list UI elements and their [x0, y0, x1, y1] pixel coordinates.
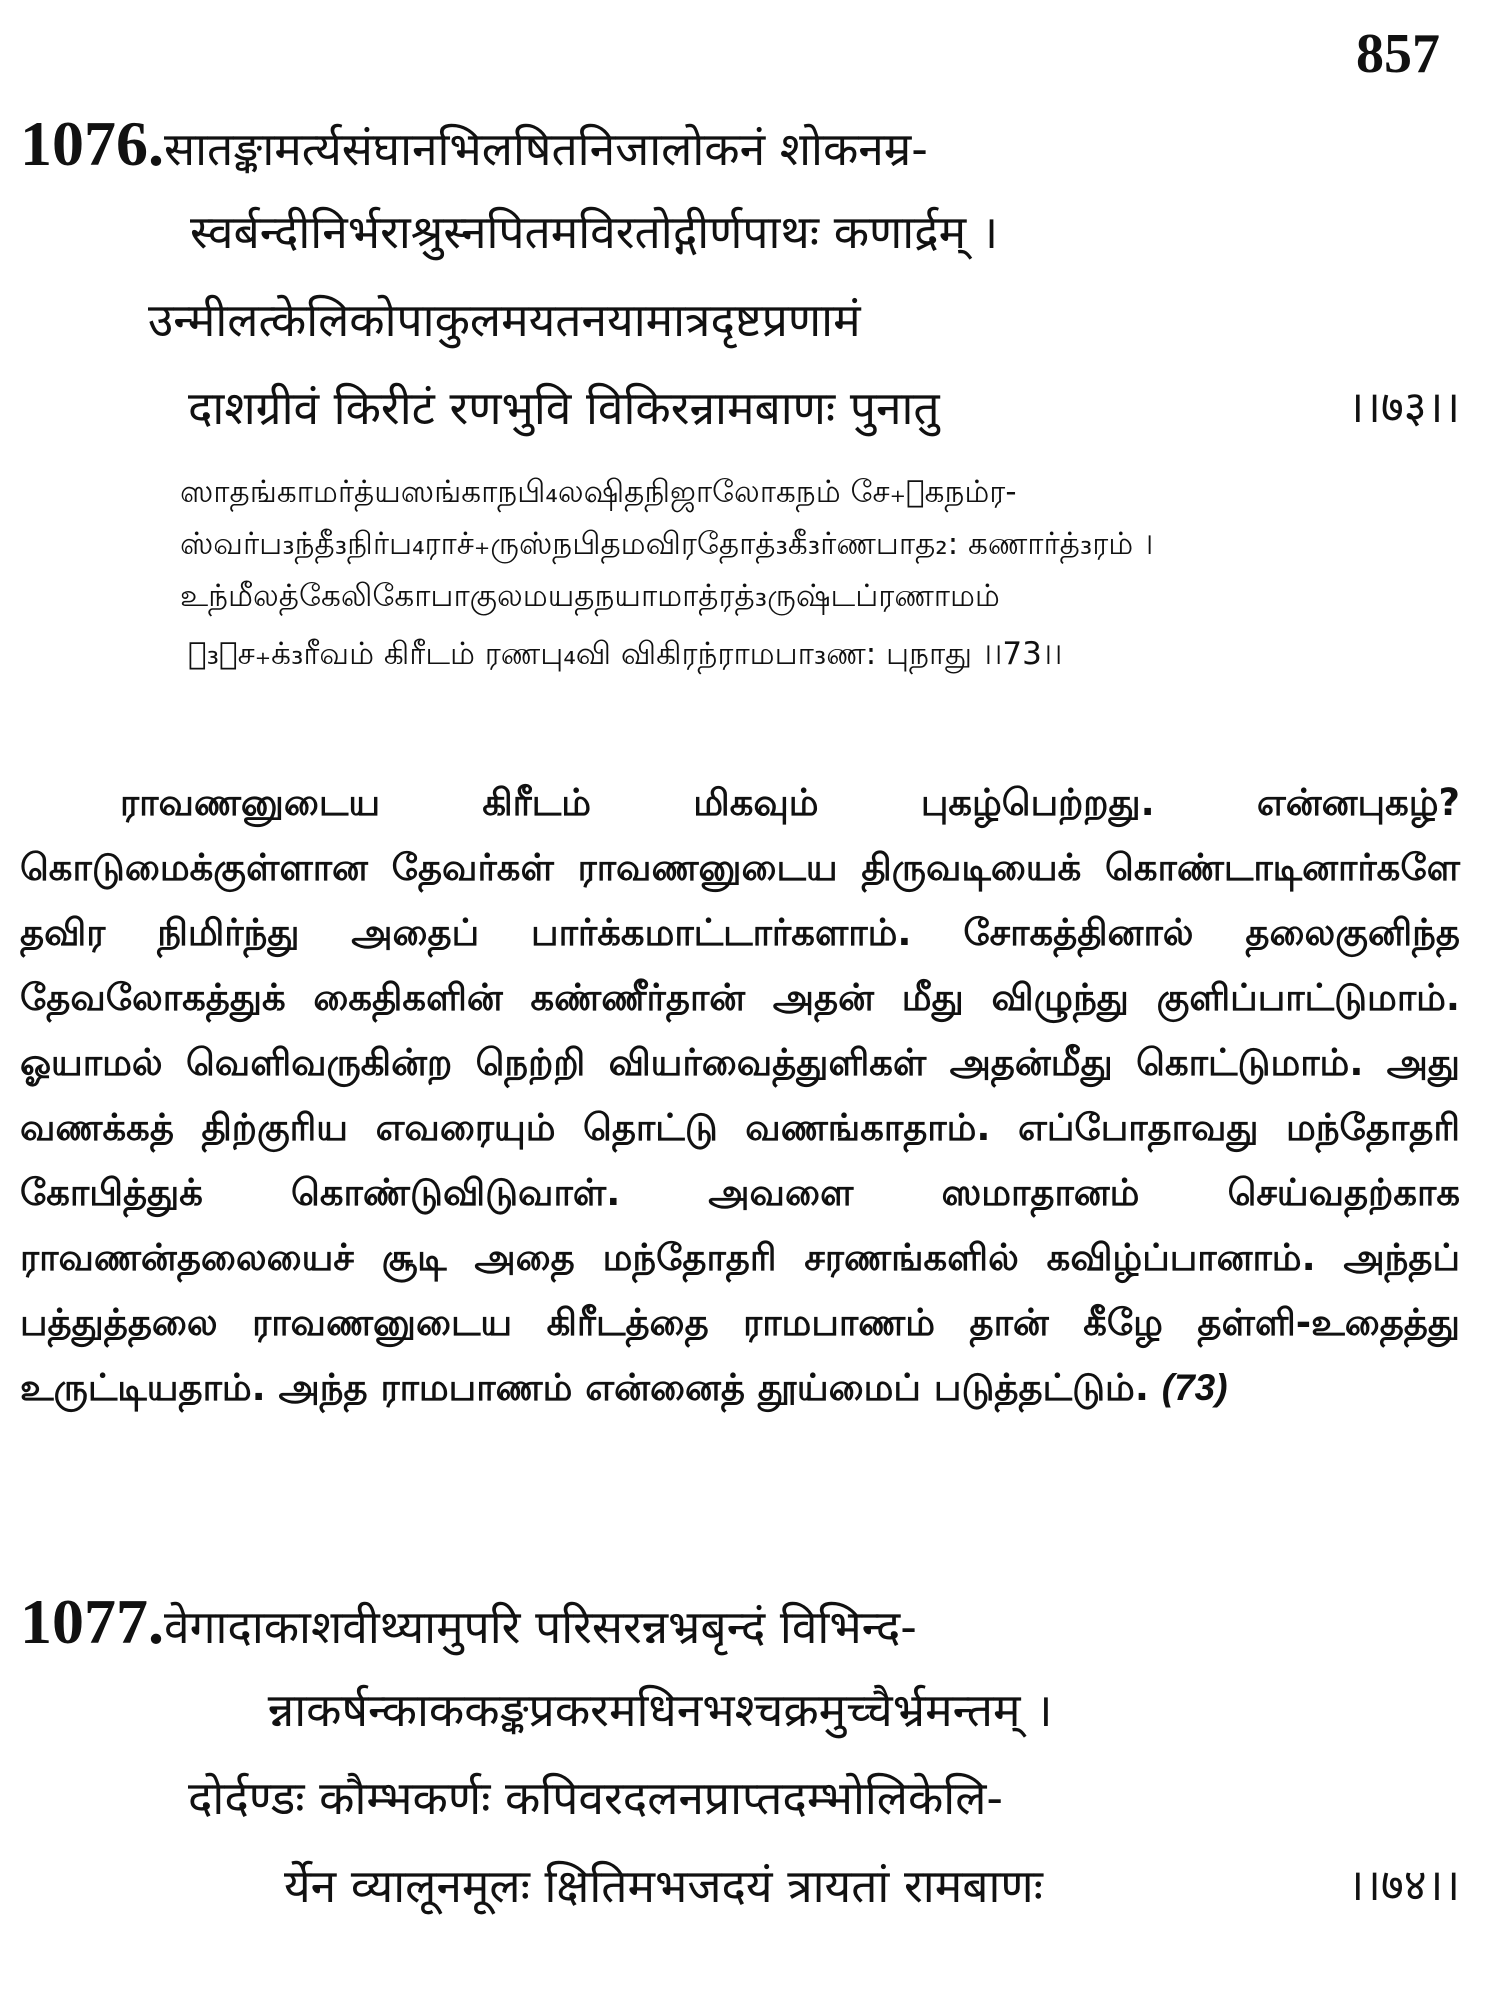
- verse-number: 1077.: [20, 1586, 164, 1657]
- meaning-paragraph: [20, 770, 1460, 1420]
- verse-line: [20, 100, 1460, 188]
- verse-line: [20, 1666, 1460, 1754]
- verse-text: सातङ्कामर्त्यसंघानभिलषितनिजालोकनं शोकनम्र-: [164, 122, 928, 176]
- verse-text: उन्मीलत्केलिकोपाकुलमयतनयामात्रदृष्टप्रणामं: [148, 293, 861, 347]
- verse-number: 1076.: [20, 108, 164, 179]
- verse-text: दोर्दण्डः कौम्भकर्णः कपिवरदलनप्राप्तदम्भोलिकेलि-: [188, 1771, 1004, 1825]
- verse-text: वेगादाकाशवीथ्यामुपरि परिसरन्नभ्रबृन्दं विभिन्द-: [164, 1600, 917, 1654]
- transliteration-block: [180, 468, 1380, 682]
- verse-end-mark: ।।७३।।: [1347, 382, 1460, 433]
- meaning-text: ராவணனுடைய கிரீடம் மிகவும் புகழ்பெற்றது. என்னபுகழ்? கொடுமைக்குள்ளான தேவர்கள் ராவணனுடைய திருவடியைக் கொண்டாடினார்களே தவிர நிமிர்ந்து அதைப் பார்க்கமாட்டார்களாம். சோகத்தினால் தலைகுனிந்த தேவலோகத்துக் கைதிகளின் கண்ணீர்தான் அதன் மீது விழுந்து குளிப்பாட்டுமாம். ஓயாமல் வெளிவருகின்ற நெற்றி வியர்வைத்துளிகள் அதன்மீது கொட்டுமாம். அது வணக்கத் திற்குரிய எவரையும் தொட்டு வணங்காதாம். எப்போதாவது மந்தோதரி கோபித்துக் கொண்டுவிடுவாள். அவளை ஸமாதானம் செய்வதற்காக ராவணன்தலையைச் சூடி அதை மந்தோதரி சரணங்களில் கவிழ்ப்பானாம். அந்தப் பத்துத்தலை ராவணனுடைய கிரீடத்தை ராமபாணம் தான் கீழே தள்ளி-உதைத்து உருட்டியதாம். அந்த ராமபாணம் என்னைத் தூய்மைப் படுத்தட்டும்.: [20, 781, 1460, 1409]
- verse-line: [20, 188, 1460, 276]
- verse-line: [20, 1578, 1460, 1666]
- meaning-verse-ref: (73): [1161, 1367, 1228, 1408]
- transliteration-line: ஸ்வர்ப₃ந்தீ₃நிர்ப₄ராச்₊ருஸ்நபிதமவிரதோத்₃கீ₃ர்ணபாத₂: கணார்த்₃ரம் ।: [180, 526, 1154, 562]
- verse-line: [20, 1842, 1460, 1930]
- transliteration-line: உந்மீலத்கேலிகோபாகுலமயதநயாமாத்ரத்₃ருஷ்டப்ரணாமம்: [180, 578, 1000, 614]
- verse-1077: [20, 1578, 1460, 1930]
- transliteration-line: த₃ாச₊க்₃ரீவம் கிரீடம் ரணபு₄வி விகிரந்ராமபா₃ண: புநாது ।।73।।: [188, 636, 1063, 672]
- verse-end-mark: ।।७४।।: [1347, 1860, 1460, 1911]
- verse-text: न्नाकर्षन्काककङ्कप्रकरमधिनभश्चक्रमुच्चैर्भ्रमन्तम् ।: [268, 1683, 1053, 1737]
- verse-text: दाशग्रीवं किरीटं रणभुवि विकिरन्रामबाणः पुनातु: [188, 381, 940, 435]
- verse-1076: [20, 100, 1460, 452]
- verse-text: र्येन व्यालूनमूलः क्षितिमभजदयं त्रायतां रामबाणः: [284, 1859, 1043, 1913]
- verse-text: स्वर्बन्दीनिर्भराश्रुस्नपितमविरतोद्गीर्णपाथः कणार्द्रम् ।: [190, 205, 999, 259]
- verse-line: [20, 1754, 1460, 1842]
- transliteration-line: ஸாதங்காமர்த்யஸங்காநபி₄லஷிதநிஜாலோகநம் சே₊ாகநம்ர-: [180, 474, 1017, 510]
- verse-line: [20, 276, 1460, 364]
- verse-line: [20, 364, 1460, 452]
- page-number: 857: [1356, 23, 1440, 85]
